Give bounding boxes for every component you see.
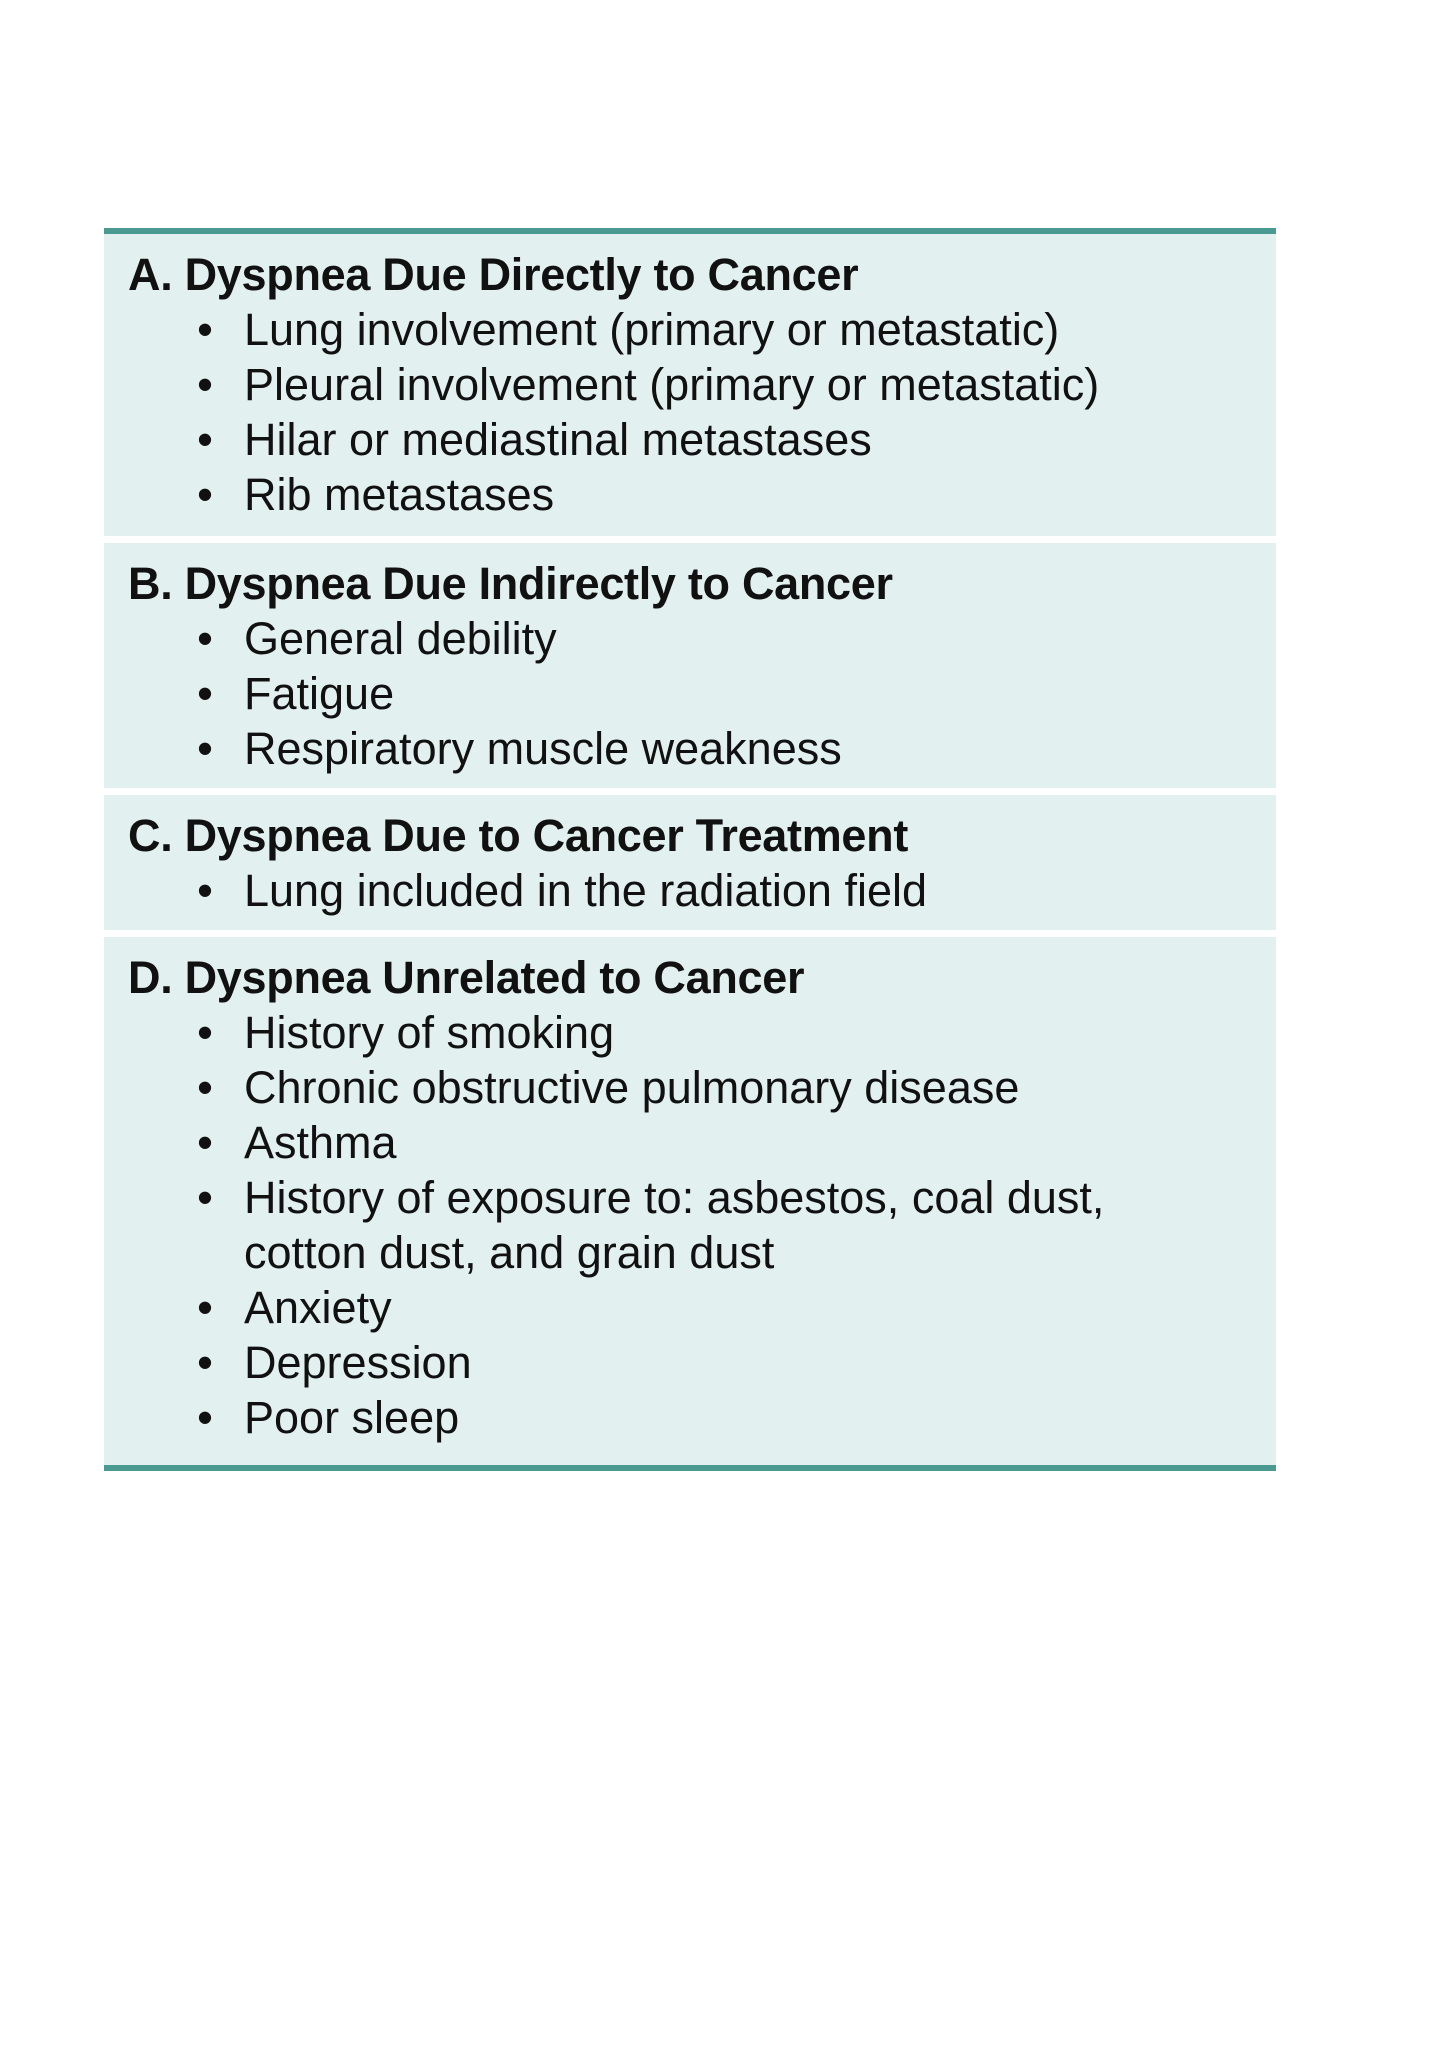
section-treatment-cause — [104, 795, 1276, 930]
bullet-icon: • — [197, 1007, 213, 1058]
section-indirect-cause — [104, 543, 1276, 788]
item-text: Respiratory muscle weakness — [244, 723, 842, 774]
bullet-icon: • — [197, 1337, 213, 1388]
bullet-icon: • — [197, 1392, 213, 1443]
list-item — [128, 302, 1266, 357]
section-heading: B. Dyspnea Due Indirectly to Cancer — [128, 558, 893, 609]
list-item — [128, 412, 1266, 467]
section-heading: C. Dyspnea Due to Cancer Treatment — [128, 810, 909, 861]
bullet-icon: • — [197, 304, 213, 355]
bullet-icon: • — [197, 865, 213, 916]
list-item — [128, 1390, 1266, 1445]
item-text: General debility — [244, 613, 557, 664]
dyspnea-causes-table — [104, 228, 1276, 1471]
list-item — [128, 1005, 1266, 1060]
item-text: Pleural involvement (primary or metastatic) — [244, 359, 1100, 410]
item-text: Rib metastases — [244, 469, 555, 520]
section-heading: A. Dyspnea Due Directly to Cancer — [128, 249, 859, 300]
item-text: Fatigue — [244, 668, 395, 719]
bullet-icon: • — [197, 469, 213, 520]
item-text: History of smoking — [244, 1007, 615, 1058]
bullet-icon: • — [197, 613, 213, 664]
bullet-icon: • — [197, 359, 213, 410]
list-item — [128, 666, 1266, 721]
list-item — [128, 1060, 1266, 1115]
list-item — [128, 1335, 1266, 1390]
item-text: Poor sleep — [244, 1392, 460, 1443]
item-list — [128, 302, 1266, 522]
list-item — [128, 357, 1266, 412]
item-list — [128, 611, 1266, 776]
item-text: Asthma — [244, 1117, 397, 1168]
list-item — [128, 863, 1266, 918]
item-text: Hilar or mediastinal metastases — [244, 414, 872, 465]
bullet-icon: • — [197, 1062, 213, 1113]
bullet-icon: • — [197, 723, 213, 774]
item-text: Lung included in the radiation field — [244, 865, 927, 916]
item-text: History of exposure to: asbestos, coal dust, cotton dust, and grain dust — [244, 1172, 1105, 1278]
bullet-icon: • — [197, 1117, 213, 1168]
item-text: Chronic obstructive pulmonary disease — [244, 1062, 1020, 1113]
section-heading: D. Dyspnea Unrelated to Cancer — [128, 952, 805, 1003]
bullet-icon: • — [197, 668, 213, 719]
list-item — [128, 467, 1266, 522]
item-list — [128, 863, 1266, 918]
item-text: Anxiety — [244, 1282, 392, 1333]
list-item — [128, 611, 1266, 666]
item-list — [128, 1005, 1266, 1445]
list-item — [128, 1170, 1266, 1280]
list-item — [128, 721, 1266, 776]
item-text: Lung involvement (primary or metastatic) — [244, 304, 1060, 355]
list-item — [128, 1280, 1266, 1335]
bullet-icon: • — [197, 1282, 213, 1333]
item-text: Depression — [244, 1337, 472, 1388]
bullet-icon: • — [197, 414, 213, 465]
list-item — [128, 1115, 1266, 1170]
bullet-icon: • — [197, 1172, 213, 1223]
section-unrelated-cause — [104, 937, 1276, 1465]
section-direct-cause — [104, 234, 1276, 536]
